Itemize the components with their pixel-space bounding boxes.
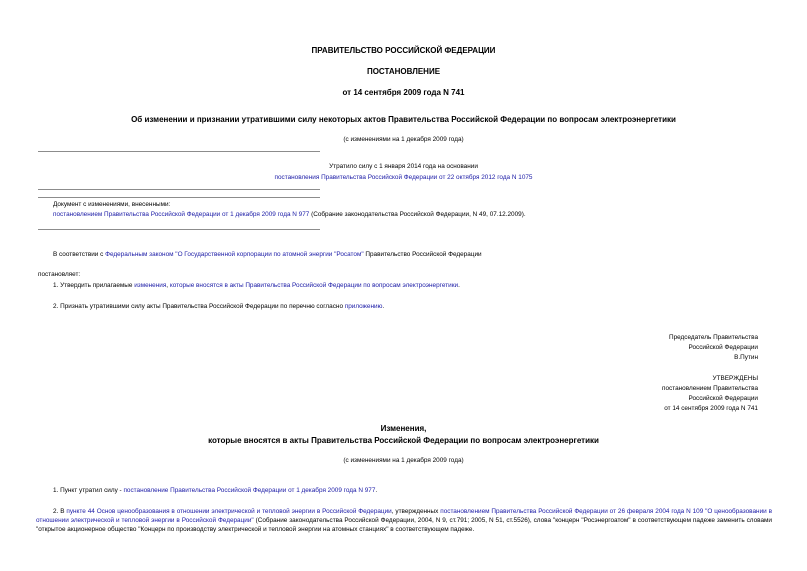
expired-note: Утратило силу с 1 января 2014 года на основании: [329, 163, 478, 170]
approved-line: от 14 сентября 2009 года N 741: [664, 405, 758, 412]
expired-link-line: [0, 174, 807, 181]
signature-position: Председатель Правительства: [669, 334, 758, 341]
amended-note: (с изменениями на 1 декабря 2009 года): [343, 136, 464, 143]
item1-post: .: [458, 282, 460, 289]
appendix-link[interactable]: приложению: [344, 303, 383, 310]
signature-country: Российской Федерации: [688, 344, 758, 351]
divider: [38, 229, 320, 230]
point2-mid: , утвержденных: [391, 508, 441, 515]
changes-link[interactable]: изменения: [134, 282, 167, 289]
document-title: Об изменении и признании утратившими силу некоторых актов Правительства Российской Федерации по вопросам электроэнергетики: [131, 115, 676, 124]
point-2: [36, 507, 772, 535]
divider: [38, 197, 320, 198]
approved-heading: УТВЕРЖДЕНЫ: [712, 375, 758, 382]
item2-post: .: [382, 303, 385, 310]
document-type: ПОСТАНОВЛЕНИЕ: [366, 67, 441, 76]
item1-pre: 1. Утвердить прилагаемые: [53, 282, 135, 289]
intro-post: Правительство Российской Федерации: [363, 251, 482, 258]
item-2: [53, 303, 384, 310]
approved-line: постановлением Правительства: [662, 385, 758, 392]
annex-title: Изменения,: [380, 424, 427, 433]
intro-paragraph: [53, 251, 482, 258]
approved-line: Российской Федерации: [688, 395, 758, 402]
point-1: [53, 487, 377, 494]
annex-subtitle: которые вносятся в акты Правительства Российской Федерации по вопросам электроэнергетики: [208, 436, 599, 445]
pricing-basics-link[interactable]: пункте 44 Основ ценообразования в отношении электрической и тепловой энергии в Российской Федерации: [66, 508, 392, 515]
intro-pre: В соответствии с: [53, 251, 106, 258]
government-heading: ПРАВИТЕЛЬСТВО РОССИЙСКОЙ ФЕДЕРАЦИИ: [311, 46, 496, 55]
changes-label: Документ с изменениями, внесенными:: [53, 201, 171, 208]
point1-post: .: [375, 487, 378, 494]
resolves-label: постановляет:: [38, 271, 81, 278]
divider: [38, 151, 320, 152]
point2-pre: 2. В: [53, 508, 67, 515]
divider: [38, 189, 320, 190]
changes-source: (Собрание законодательства Российской Федерации, N 49, 07.12.2009).: [309, 211, 526, 218]
document-date-number: от 14 сентября 2009 года N 741: [342, 88, 465, 97]
item2-pre: 2. Признать утратившими силу акты Правительства Российской Федерации по перечню согласно: [53, 303, 345, 310]
item-1: [53, 282, 460, 289]
federal-law-link[interactable]: Федеральным законом "О Государственной корпорации по атомной энергии "Росатом": [105, 251, 364, 258]
pricing-resolution-link[interactable]: постановлением Правительства Российской Федерации от 26 февраля 2004 года N 109 "О ценообразовании в отношении электрической и тепловой энергии в Российской Федерации": [36, 508, 772, 525]
point1-pre: 1. Пункт утратил силу -: [53, 487, 124, 494]
annex-amended-note: (с изменениями на 1 декабря 2009 года): [343, 457, 464, 464]
changes-line: [53, 211, 526, 218]
changes-title-link[interactable]: которые вносятся в акты Правительства Российской Федерации по вопросам электроэнергетики: [169, 282, 459, 289]
item1-mid: ,: [166, 282, 170, 289]
signature-name: В.Путин: [734, 354, 758, 361]
point1-link[interactable]: постановление Правительства Российской Федерации от 1 декабря 2009 года N 977: [123, 487, 376, 494]
expired-basis-link[interactable]: постановления Правительства Российской Федерации от 22 октября 2012 года N 1075: [274, 174, 533, 181]
changes-doc-link[interactable]: постановлением Правительства Российской Федерации от 1 декабря 2009 года N 977: [53, 211, 310, 218]
point2-post: (Собрание законодательства Российской Федерации, 2004, N 9, ст.791; 2005, N 51, ст.5526), слова "концерн "Росэнергоатом" в соответствующем падеже заменить словами "открытое акционерное общество "Концерн по производству электрической и тепловой энергии на атомных станциях" в соответствующем падеже.: [36, 517, 772, 534]
